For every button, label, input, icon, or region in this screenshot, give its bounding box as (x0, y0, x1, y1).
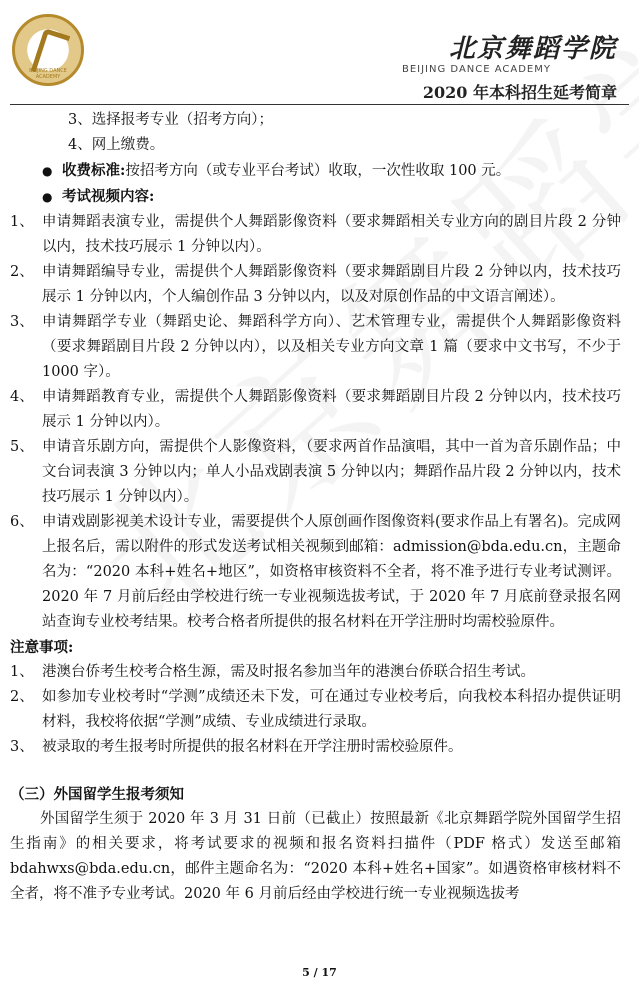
list-text: 申请舞蹈编导专业，需提供个人舞蹈影像资料（要求舞蹈剧目片段 2 分钟以内，技术技巧展示 1 分钟以内，个人编创作品 3 分钟以内，以及对原创作品的中文语言阐述）。 (42, 264, 621, 305)
step-item: 3、选择报考专业（招考方向）； (68, 112, 273, 128)
document-body (0, 108, 639, 907)
list-number: 3、 (10, 739, 34, 755)
academy-logo-icon (12, 14, 84, 86)
list-number: 4、 (10, 389, 34, 405)
list-number: 3、 (10, 314, 34, 330)
fee-standard (0, 158, 639, 184)
bullet-icon: ● (42, 190, 53, 204)
step-item: 4、网上缴费。 (68, 137, 165, 153)
list-text: 申请音乐剧方向，需提供个人影像资料，（要求两首作品演唱，其中一首为音乐剧作品；中文台词表演 3 分钟以内；单人小品戏剧表演 5 分钟以内；舞蹈作品片段 2 分钟以内，技术技巧展示 1 分钟以内）。 (42, 439, 621, 505)
video-content-heading (0, 184, 639, 210)
fee-title: 收费标准: (62, 162, 126, 179)
list-item (0, 385, 639, 435)
brand-name: 北京舞蹈学院 (448, 34, 617, 64)
list-item (0, 310, 639, 385)
note-item (0, 735, 639, 760)
list-text: 被录取的考生报考时所提供的报名材料在开学注册时需校验原件。 (42, 739, 463, 755)
list-item (0, 435, 639, 510)
document-subtitle: 2020 年本科招生延考简章 (422, 83, 617, 102)
list-text: 申请舞蹈表演专业，需提供个人舞蹈影像资料（要求舞蹈相关专业方向的剧目片段 2 分钟以内，技术技巧展示 1 分钟以内）。 (42, 214, 621, 255)
list-number: 5、 (10, 439, 34, 455)
list-text: 如参加专业校考时“学测”成绩还未下发，可在通过专业校考后，向我校本科招办提供证明材料，我校将依据“学测”成绩、专业成绩进行录取。 (42, 689, 621, 730)
note-item (0, 685, 639, 735)
list-item (0, 210, 639, 260)
fee-text: 按招考方向（或专业平台考试）收取，一次性收取 100 元。 (125, 163, 511, 179)
brand-name-en: BEIJING DANCE ACADEMY (401, 64, 551, 75)
page-header (0, 0, 639, 110)
header-divider (10, 104, 629, 105)
list-number: 6、 (10, 514, 34, 530)
notes-heading: 注意事项: (10, 639, 74, 656)
list-item (0, 510, 639, 635)
bullet-icon: ● (42, 164, 53, 178)
video-title: 考试视频内容: (62, 188, 155, 205)
list-text: 港澳台侨考生校考合格生源，需及时报名参加当年的港澳台侨联合招生考试。 (42, 664, 535, 680)
list-text: 申请舞蹈学专业（舞蹈史论、舞蹈科学方向）、艺术管理专业，需提供个人舞蹈影像资料（要求舞蹈剧目片段 2 分钟以内），以及相关专业方向文章 1 篇（要求中文书写，不少于 1000 字）。 (42, 314, 621, 380)
list-number: 2、 (10, 689, 34, 705)
list-number: 2、 (10, 264, 34, 280)
section-heading: （三）外国留学生报考须知 (10, 786, 184, 803)
list-text: 申请戏剧影视美术设计专业，需要提供个人原创画作图像资料(要求作品上有署名)。完成网上报名后，需以附件的形式发送考试相关视频到邮箱：admission@bda.edu.cn，主题命名为：“2020 本科+姓名+地区”，如资格审核资料不全者，将不准予进行专业考试测评。2020 年 7 月前后经由学校进行统一专业视频选拔考试，于 2020 年 7 月底前登录报名网站查询专业校考结果。校考合格者所提供的报名材料在开学注册时均需校验原件。 (42, 514, 621, 630)
list-item (0, 260, 639, 310)
note-item (0, 660, 639, 685)
list-number: 1、 (10, 214, 34, 230)
logo-text: BEIJING DANCE ACADEMY (29, 68, 67, 80)
list-number: 1、 (10, 664, 34, 680)
list-text: 申请舞蹈教育专业，需提供个人舞蹈影像资料（要求舞蹈剧目片段 2 分钟以内，技术技巧展示 1 分钟以内）。 (42, 389, 621, 430)
page-number: 5 / 17 (302, 966, 337, 979)
spacer (0, 760, 639, 782)
section-paragraph: 外国留学生须于 2020 年 3 月 31 日前（已截止）按照最新《北京舞蹈学院外国留学生招生指南》的相关要求，将考试要求的视频和报名资料扫描件（PDF 格式）发送至邮箱 bdahwxs@bda.edu.cn，邮件主题命名为：“2020 本科+姓名+国家”。如遇资格审核材料不全者，将不准予专业考试。2020 年 6 月前后经由学校进行统一专业视频选拔考 (10, 811, 621, 902)
